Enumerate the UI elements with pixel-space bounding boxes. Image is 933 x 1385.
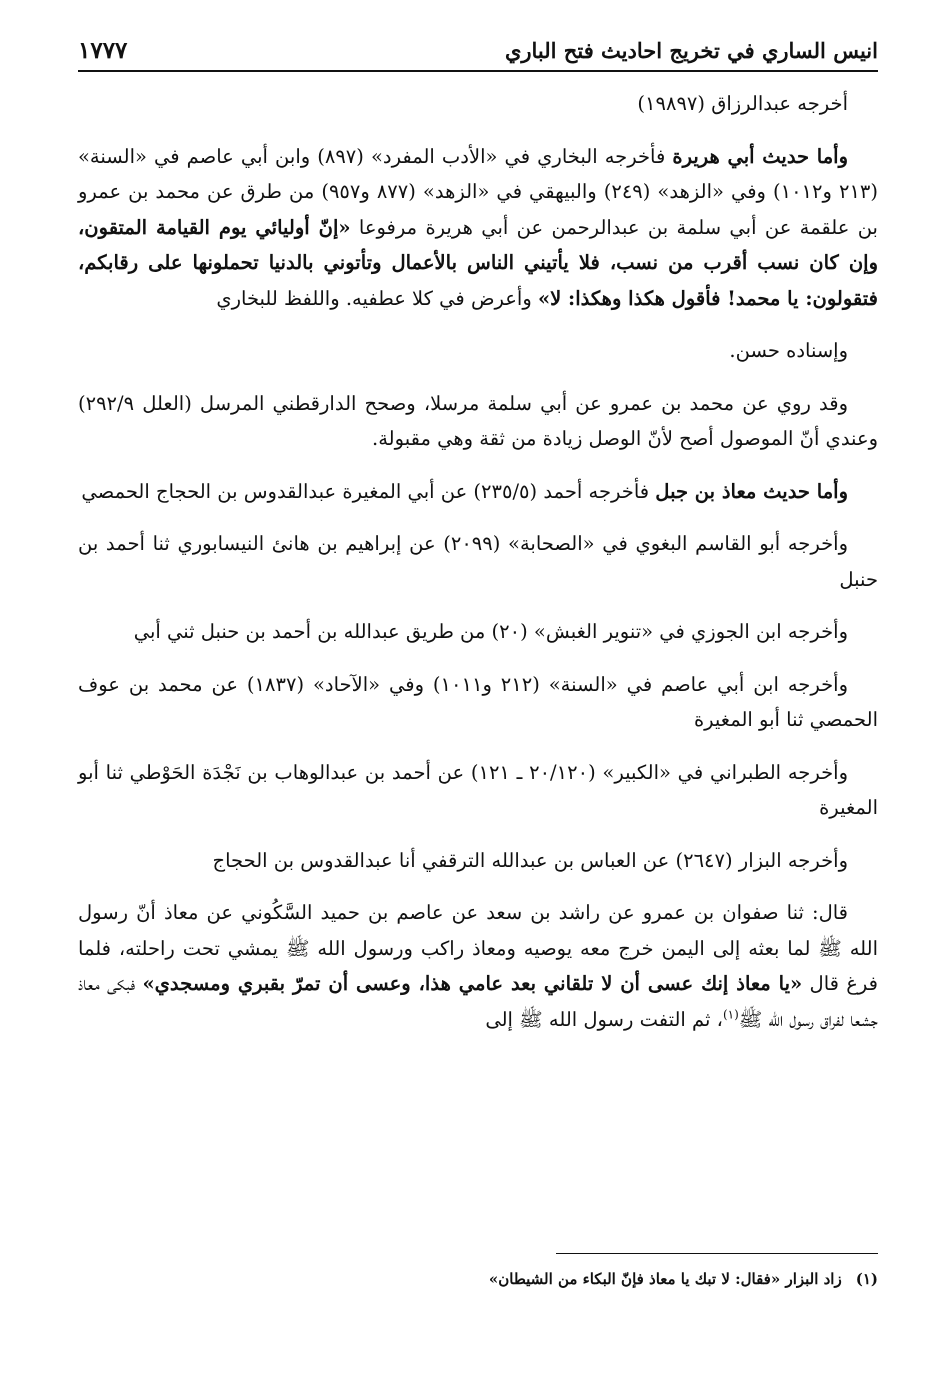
paragraph-7 (78, 614, 878, 650)
main-text (78, 86, 878, 1054)
footnote-divider (556, 1253, 878, 1254)
paragraph-10 (78, 843, 878, 879)
p11-text-b: فبكى معاذ جشعا لفراق رسول الله ﷺ (78, 972, 878, 1031)
p2-hadith-quote: «إنّ أوليائي يوم القيامة المتقون، وإن كان نسب أقرب من نسب، فلا يأتيني الناس بالأعمال وتأتوني بالدنيا تحملونها على رقابكم، فتقولون: يا محمد! فأقول هكذا وهكذا: لا» (78, 215, 878, 310)
p2-lead: وأما حديث أبي هريرة (672, 144, 848, 168)
footnote-text: زاد البزار «فقال: لا تبك يا معاذ فإنّ البكاء من الشيطان» (488, 1270, 842, 1288)
p11-text-c: ، ثم التفت رسول الله ﷺ إلى (485, 1007, 723, 1031)
p4-text: وقد روي عن محمد بن عمرو عن أبي سلمة مرسلا، وصحح الدارقطني المرسل (العلل ٢٩٢/٩) وعندي أنّ الموصول أصح لأنّ الوصل زيادة من ثقة وهي مقبولة. (78, 391, 878, 450)
p3-text: وإسناده حسن. (729, 339, 848, 362)
paragraph-4 (78, 386, 878, 457)
p2-text-b: وأعرض في كلا عطفيه. واللفظ للبخاري (216, 286, 538, 310)
paragraph-3 (78, 333, 878, 369)
p8-text: وأخرجه ابن أبي عاصم في «السنة» (٢١٢ و١٠١١) وفي «الآحاد» (١٨٣٧) عن محمد بن عوف الحمصي ثنا أبو المغيرة (78, 672, 878, 731)
p5-text: فأخرجه أحمد (٢٣٥/٥) عن أبي المغيرة عبدالقدوس بن الحجاج الحمصي (81, 479, 656, 503)
p6-text: وأخرجه أبو القاسم البغوي في «الصحابة» (٢٠٩٩) عن إبراهيم بن هانئ النيسابوري ثنا أحمد بن حنبل (78, 532, 878, 591)
p5-lead: وأما حديث معاذ بن جبل (655, 479, 848, 503)
paragraph-2 (78, 139, 878, 317)
running-header (78, 30, 878, 72)
paragraph-5 (78, 474, 878, 510)
p11-text-a: قال: ثنا صفوان بن عمرو عن راشد بن سعد عن عاصم بن حميد السَّكُوني عن معاذ أنّ رسول الله ﷺ لما بعثه إلى اليمن خرج معه يوصيه ومعاذ راكب ورسول الله ﷺ يمشي تحت راحلته، فلما فرغ قال (78, 901, 878, 995)
paragraph-1 (78, 86, 878, 122)
p9-text: وأخرجه الطبراني في «الكبير» (٢٠/١٢٠ ـ ١٢١) عن أحمد بن عبدالوهاب بن نَجْدَة الحَوْطي ثنا أبو المغيرة (78, 760, 878, 819)
paragraph-9 (78, 755, 878, 826)
paragraph-8 (78, 667, 878, 738)
footnote-marker: (١) (855, 1270, 878, 1288)
p10-text: وأخرجه البزار (٢٦٤٧) عن العباس بن عبدالله الترقفي أنا عبدالقدوس بن الحجاج (212, 848, 848, 872)
book-title: انيس الساري في تخريج احاديث فتح الباري (504, 37, 878, 63)
p11-hadith-quote: «يا معاذ إنك عسى أن لا تلقاني بعد عامي هذا، وعسى أن تمرّ بقبري ومسجدي» (142, 972, 803, 995)
footnote (78, 1266, 878, 1292)
paragraph-11 (78, 895, 878, 1037)
p1-text: أخرجه عبدالرزاق (١٩٨٩٧) (637, 92, 848, 115)
paragraph-6 (78, 526, 878, 597)
footnote-reference[interactable]: (١) (722, 1007, 739, 1021)
page-number: ١٧٧٧ (78, 36, 128, 64)
p2-text-a: فأخرجه البخاري في «الأدب المفرد» (٨٩٧) وابن أبي عاصم في «السنة» (٢١٣ و١٠١٢) وفي «الزهد» (٢٤٩) والبيهقي في «الزهد» (٨٧٧ و٩٥٧) من طرق عن محمد بن عمرو بن علقمة عن أبي سلمة بن عبدالرحمن عن أبي هريرة مرفوعا (78, 144, 879, 239)
p7-text: وأخرجه ابن الجوزي في «تنوير الغبش» (٢٠) من طريق عبدالله بن أحمد بن حنبل ثني أبي (133, 620, 848, 643)
